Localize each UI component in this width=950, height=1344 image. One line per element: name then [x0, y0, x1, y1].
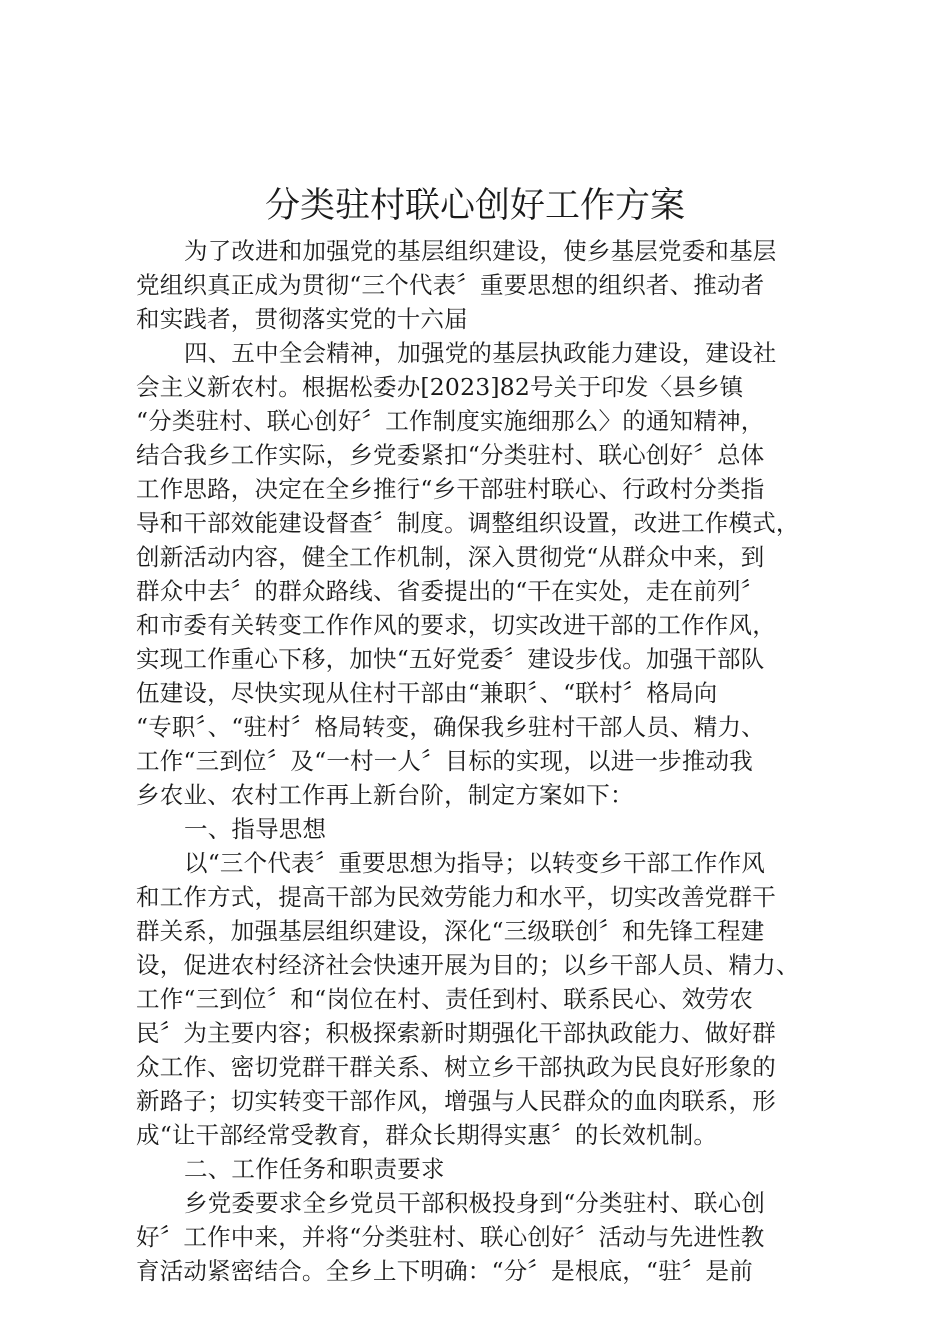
text-line: “专职〞、“驻村〞格局转变，确保我乡驻村干部人员、精力、: [136, 713, 765, 741]
text-line: 会主义新农村。根据松委办[2023]82号关于印发〈县乡镇: [136, 373, 744, 401]
text-line: 群关系，加强基层组织建设，深化“三级联创〞和先锋工程建: [136, 917, 765, 945]
text-line: 乡农业、农村工作再上新台阶，制定方案如下：: [136, 781, 634, 809]
text-line: 设，促进农村经济社会快速开展为目的；以乡干部人员、精力、: [136, 951, 800, 979]
document-title: 分类驻村联心创好工作方案: [264, 186, 685, 226]
document-body: [136, 234, 828, 1288]
text-line: 党组织真正成为贯彻“三个代表〞重要思想的组织者、推动者: [136, 271, 765, 299]
text-line: 创新活动内容，健全工作机制，深入贯彻党“从群众中来，到: [136, 543, 765, 571]
text-line: 为了改进和加强党的基层组织建设，使乡基层党委和基层: [184, 237, 777, 265]
text-line: 导和干部效能建设督查〞制度。调整组织设置，改进工作模式，: [136, 509, 800, 537]
text-line: 实现工作重心下移，加快“五好党委〞建设步伐。加强干部队: [136, 645, 765, 673]
text-line: 工作“三到位〞及“一村一人〞目标的实现，以进一步推动我: [136, 747, 753, 775]
text-line: 结合我乡工作实际，乡党委紧扣“分类驻村、联心创好〞总体: [136, 441, 765, 469]
text-line: 工作思路，决定在全乡推行“乡干部驻村联心、行政村分类指: [136, 475, 765, 503]
text-line: 工作“三到位〞和“岗位在村、责任到村、联系民心、效劳农: [136, 985, 753, 1013]
text-line: 民〞为主要内容；积极探索新时期强化干部执政能力、做好群: [136, 1019, 776, 1047]
text-line: 成“让干部经常受教育，群众长期得实惠〞的长效机制。: [136, 1121, 718, 1149]
text-line: 好〞工作中来，并将“分类驻村、联心创好〞活动与先进性教: [136, 1223, 765, 1251]
text-line: 育活动紧密结合。全乡上下明确：“分〞是根底，“驻〞是前: [136, 1257, 753, 1285]
text-line: 乡党委要求全乡党员干部积极投身到“分类驻村、联心创: [184, 1189, 766, 1217]
text-line: 新路子；切实转变干部作风，增强与人民群众的血肉联系，形: [136, 1087, 776, 1115]
text-line: 伍建设，尽快实现从住村干部由“兼职〞、“联村〞格局向: [136, 679, 718, 707]
text-line: 群众中去〞的群众路线、省委提出的“干在实处，走在前列〞: [136, 577, 765, 605]
text-line: 和市委有关转变工作作风的要求，切实改进干部的工作作风，: [136, 611, 776, 639]
text-line: 四、五中全会精神，加强党的基层执政能力建设，建设社: [184, 339, 777, 367]
text-line: “分类驻村、联心创好〞工作制度实施细那么〉的通知精神，: [136, 407, 765, 435]
text-line: 二、工作任务和职责要求: [184, 1155, 445, 1183]
text-line: 和实践者，贯彻落实党的十六届: [136, 305, 468, 333]
text-line: 一、指导思想: [184, 815, 327, 843]
text-line: 以“三个代表〞重要思想为指导；以转变乡干部工作作风: [184, 849, 766, 877]
text-line: 和工作方式，提高干部为民效劳能力和水平，切实改善党群干: [136, 883, 776, 911]
text-line: 众工作、密切党群干群关系、树立乡干部执政为民良好形象的: [136, 1053, 776, 1081]
